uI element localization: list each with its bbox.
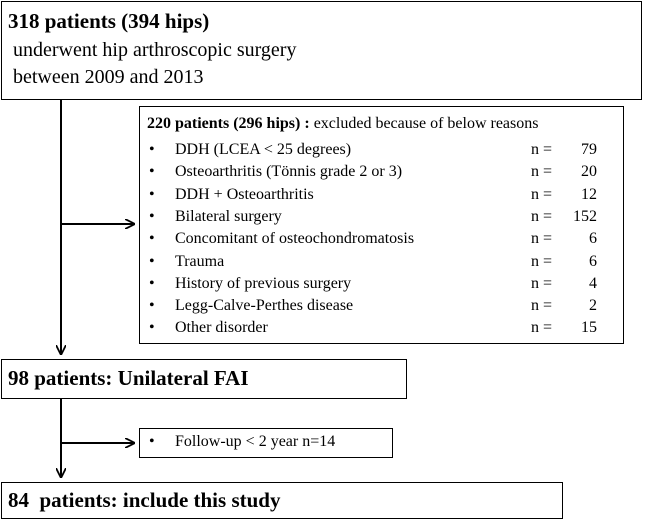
exclusion-item-n-label: n =	[531, 185, 553, 203]
exclusion-item-value: 6	[589, 230, 597, 248]
exclusion-item-n-label: n =	[531, 163, 553, 181]
exclusion-item	[140, 253, 623, 275]
exclusion-item-label: Bilateral surgery	[175, 207, 282, 225]
exclusion-item-value: 15	[581, 319, 597, 337]
bullet-icon: •	[149, 319, 155, 337]
enrolled-box	[1, 1, 642, 100]
exclusion-item-n-label: n =	[531, 141, 553, 158]
exclusion-item	[140, 319, 623, 341]
exclusion-item-n-label: n =	[531, 252, 553, 270]
exclusion-item-label: Trauma	[175, 252, 225, 270]
exclusion-item-value: 12	[581, 185, 597, 203]
exclusion-item	[140, 275, 623, 297]
exclusion-item-value: 20	[581, 163, 597, 181]
unilateral-fai-box	[1, 359, 407, 399]
exclusion-item-label: History of previous surgery	[175, 274, 352, 292]
exclusion-item	[140, 186, 623, 208]
bullet-icon: •	[149, 274, 155, 292]
exclusion-item-label: Osteoarthritis (Tönnis grade 2 or 3)	[175, 163, 403, 181]
exclusion-item	[140, 141, 623, 163]
exclusion-item-value: 6	[589, 252, 597, 270]
exclusion-item	[140, 230, 623, 252]
exclusion-item-n-label: n =	[531, 274, 553, 292]
followup-exclusion-text: Follow-up < 2 year n=14	[175, 433, 336, 450]
bullet-icon: •	[149, 207, 155, 225]
exclusion-item-n-label: n =	[531, 297, 553, 315]
final-cohort-box	[1, 482, 563, 519]
bullet-icon: •	[149, 163, 155, 181]
exclusion-heading	[147, 115, 538, 133]
bullet-icon: •	[149, 141, 155, 158]
exclusion-item	[140, 163, 623, 185]
exclusion-item-n-label: n =	[531, 319, 553, 337]
exclusion-item-value: 79	[581, 141, 597, 158]
exclusion-item-label: Other disorder	[175, 319, 268, 337]
exclusion-item-label: DDH (LCEA < 25 degrees)	[175, 141, 352, 158]
bullet-icon: •	[149, 230, 155, 248]
enrolled-desc-1: underwent hip arthroscopic surgery	[13, 39, 297, 61]
followup-exclusion-box	[139, 428, 393, 458]
exclusion-item-n-label: n =	[531, 207, 553, 225]
exclusion-item-value: 4	[589, 274, 597, 292]
exclusion-item	[140, 208, 623, 230]
exclusion-item-label: Concomitant of osteochondromatosis	[175, 230, 415, 248]
exclusion-heading-count: 220 patients (296 hips) :	[147, 115, 310, 132]
bullet-icon: •	[149, 252, 155, 270]
exclusion-item	[140, 297, 623, 319]
exclusion-item-n-label: n =	[531, 230, 553, 248]
exclusion-item-label: Legg-Calve-Perthes disease	[175, 297, 354, 315]
exclusion-box	[139, 106, 624, 344]
unilateral-fai-text: 98 patients: Unilateral FAI	[8, 366, 249, 390]
enrolled-desc-2: between 2009 and 2013	[13, 66, 204, 88]
final-cohort-text: 84 patients: include this study	[8, 488, 281, 512]
enrolled-count: 318 patients (394 hips)	[8, 9, 210, 33]
exclusion-item-value: 152	[573, 207, 597, 225]
exclusion-heading-text: excluded because of below reasons	[309, 115, 539, 132]
bullet-icon: •	[149, 185, 155, 203]
exclusion-item-label: DDH + Osteoarthritis	[175, 185, 314, 203]
exclusion-item-value: 2	[589, 297, 597, 315]
bullet-icon: •	[149, 297, 155, 315]
bullet-icon: •	[149, 433, 155, 450]
